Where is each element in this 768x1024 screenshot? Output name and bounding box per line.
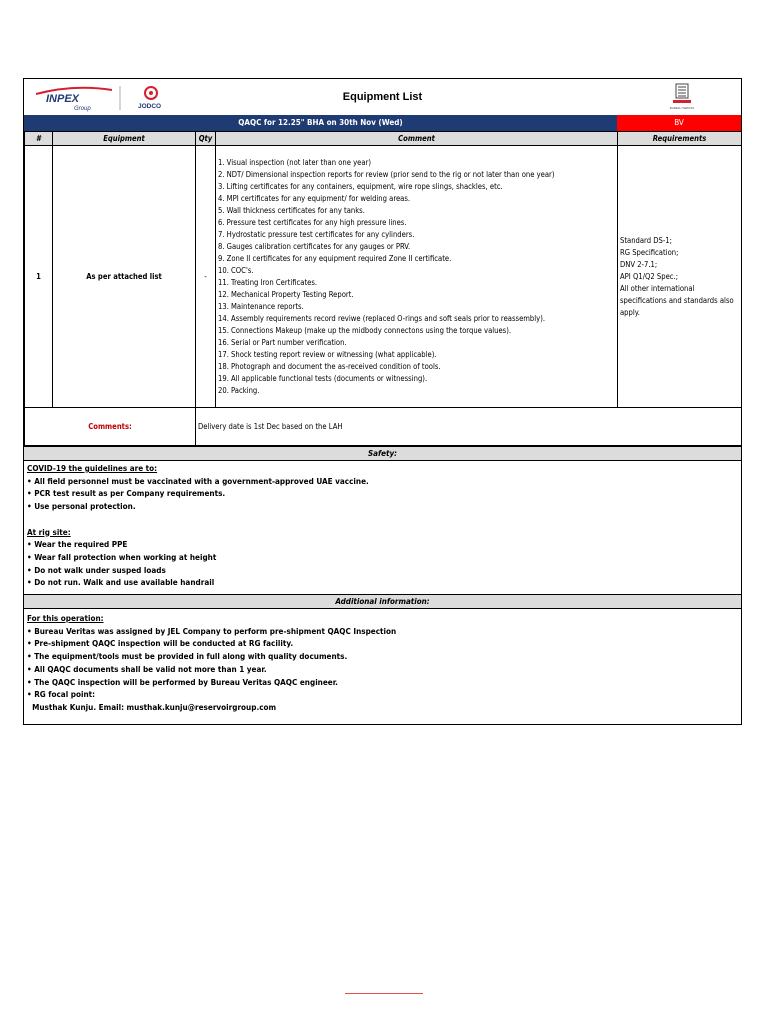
- list-item: • All field personnel must be vaccinated with a government-approved UAE vaccine.: [27, 475, 369, 486]
- covid-title: COVID-19 the guidelines are to:: [27, 463, 158, 473]
- svg-text:Group: [74, 106, 91, 112]
- comment-item: 2. NDT/ Dimensional inspection reports for review (prior send to the rig or not later than one year): [218, 169, 555, 179]
- comment-item: 16. Serial or Part number verification.: [218, 337, 347, 347]
- comment-item: 4. MPI certificates for any equipment/ for welding areas.: [218, 193, 411, 203]
- comment-item: 9. Zone II certificates for any equipment required Zone II certificate.: [218, 253, 452, 263]
- col-header-equipment: Equipment: [53, 132, 196, 146]
- page-divider: [345, 993, 423, 994]
- list-item: • The equipment/tools must be provided in full along with quality documents.: [27, 651, 348, 662]
- list-item: • Bureau Veritas was assigned by JEL Company to perform pre-shipment QAQC Inspection: [27, 625, 397, 636]
- comment-item: 10. COC's.: [218, 265, 254, 275]
- comment-item: 8. Gauges calibration certificates for any gauges or PRV.: [218, 241, 411, 251]
- jodco-logo-text: JODCO: [138, 103, 162, 110]
- bureau-veritas-logo: [669, 82, 695, 113]
- comments-label: Comments:: [25, 408, 196, 446]
- safety-section: [27, 462, 727, 589]
- requirement-item: RG Specification;: [620, 247, 679, 257]
- inpex-logo-sub: Group: [74, 106, 91, 112]
- comment-item: 13. Maintenance reports.: [218, 301, 304, 311]
- comments-value: Delivery date is 1st Dec based on the LAH: [196, 408, 742, 446]
- spacer: [27, 513, 727, 526]
- list-item: • The QAQC inspection will be performed by Bureau Veritas QAQC engineer.: [27, 676, 338, 687]
- list-item: • Use personal protection.: [27, 501, 136, 512]
- additional-info-section: [27, 612, 727, 714]
- comment-item: 17. Shock testing report review or witnessing (what applicable).: [218, 349, 437, 359]
- comment-item: 19. All applicable functional tests (documents or witnessing).: [218, 373, 428, 383]
- list-item: • Do not walk under susped loads: [27, 564, 166, 575]
- comment-item: 20. Packing.: [218, 385, 260, 395]
- list-item: • All QAQC documents shall be valid not more than 1 year.: [27, 663, 267, 674]
- comment-item: 1. Visual inspection (not later than one year): [218, 157, 372, 167]
- row-requirements-list: [618, 146, 742, 408]
- comment-item: 3. Lifting certificates for any containers, equipment, wire rope slings, shackles, etc.: [218, 181, 503, 191]
- list-item: Musthak Kunju. Email: musthak.kunju@reservoirgroup.com: [27, 701, 277, 712]
- comment-item: 14. Assembly requirements record reviwe (replaced O-rings and soft seals prior to reassembly).: [218, 313, 546, 323]
- svg-text:JODCO: [138, 103, 161, 110]
- list-item: • Wear fall protection when working at height: [27, 551, 217, 562]
- list-item: • PCR test result as per Company requirements.: [27, 488, 226, 499]
- comment-item: 7. Hydrostatic pressure test certificates for any cylinders.: [218, 229, 415, 239]
- col-header-comment: Comment: [216, 132, 618, 146]
- page-title: Equipment List: [342, 91, 423, 103]
- row-equipment: As per attached list: [53, 146, 196, 408]
- col-header-requirements: Requirements: [618, 132, 742, 146]
- additional-info-heading: Additional information:: [24, 594, 741, 609]
- bv-banner: BV: [617, 115, 741, 131]
- svg-text:BUREAU VERITAS: [670, 106, 694, 110]
- comment-item: 6. Pressure test certificates for any high pressure lines.: [218, 217, 407, 227]
- rig-site-title: At rig site:: [27, 526, 71, 537]
- inspection-banner: QAQC for 12.25" BHA on 30th Nov (Wed): [24, 115, 617, 131]
- table-row: [25, 146, 742, 408]
- comment-item: 5. Wall thickness certificates for any tanks.: [218, 205, 365, 215]
- equipment-table: [24, 131, 742, 446]
- safety-heading: Safety:: [24, 446, 741, 461]
- comment-item: 18. Photograph and document the as-received condition of tools.: [218, 361, 441, 371]
- requirement-item: All other international specifications and standards also apply.: [620, 283, 734, 317]
- bv-logo-text: BUREAU VERITAS: [669, 106, 695, 110]
- requirement-item: DNV 2-7.1;: [620, 259, 658, 269]
- document-header: [24, 79, 741, 116]
- list-item: • Pre-shipment QAQC inspection will be conducted at RG facility.: [27, 638, 294, 649]
- list-item: • Wear the required PPE: [27, 539, 128, 550]
- comments-row: [25, 408, 742, 446]
- table-header-row: [25, 132, 742, 146]
- list-item: • RG focal point:: [27, 689, 96, 700]
- requirement-item: API Q1/Q2 Spec.;: [620, 271, 678, 281]
- comment-item: 12. Mechanical Property Testing Report.: [218, 289, 354, 299]
- row-num: 1: [25, 146, 53, 408]
- requirement-item: Standard DS-1;: [620, 235, 672, 245]
- inpex-logo-text: INPEX: [46, 93, 80, 105]
- col-header-qty: Qty: [196, 132, 216, 146]
- row-qty: -: [196, 146, 216, 408]
- comment-item: 11. Treating Iron Certificates.: [218, 277, 318, 287]
- comment-item: 15. Connections Makeup (make up the midbody connectons using the torque values).: [218, 325, 512, 335]
- row-comment-list: [216, 146, 618, 408]
- operation-title: For this operation:: [27, 613, 104, 623]
- equipment-list-sheet: [23, 78, 742, 725]
- col-header-num: #: [25, 132, 53, 146]
- list-item: • Do not run. Walk and use available handrail: [27, 577, 215, 588]
